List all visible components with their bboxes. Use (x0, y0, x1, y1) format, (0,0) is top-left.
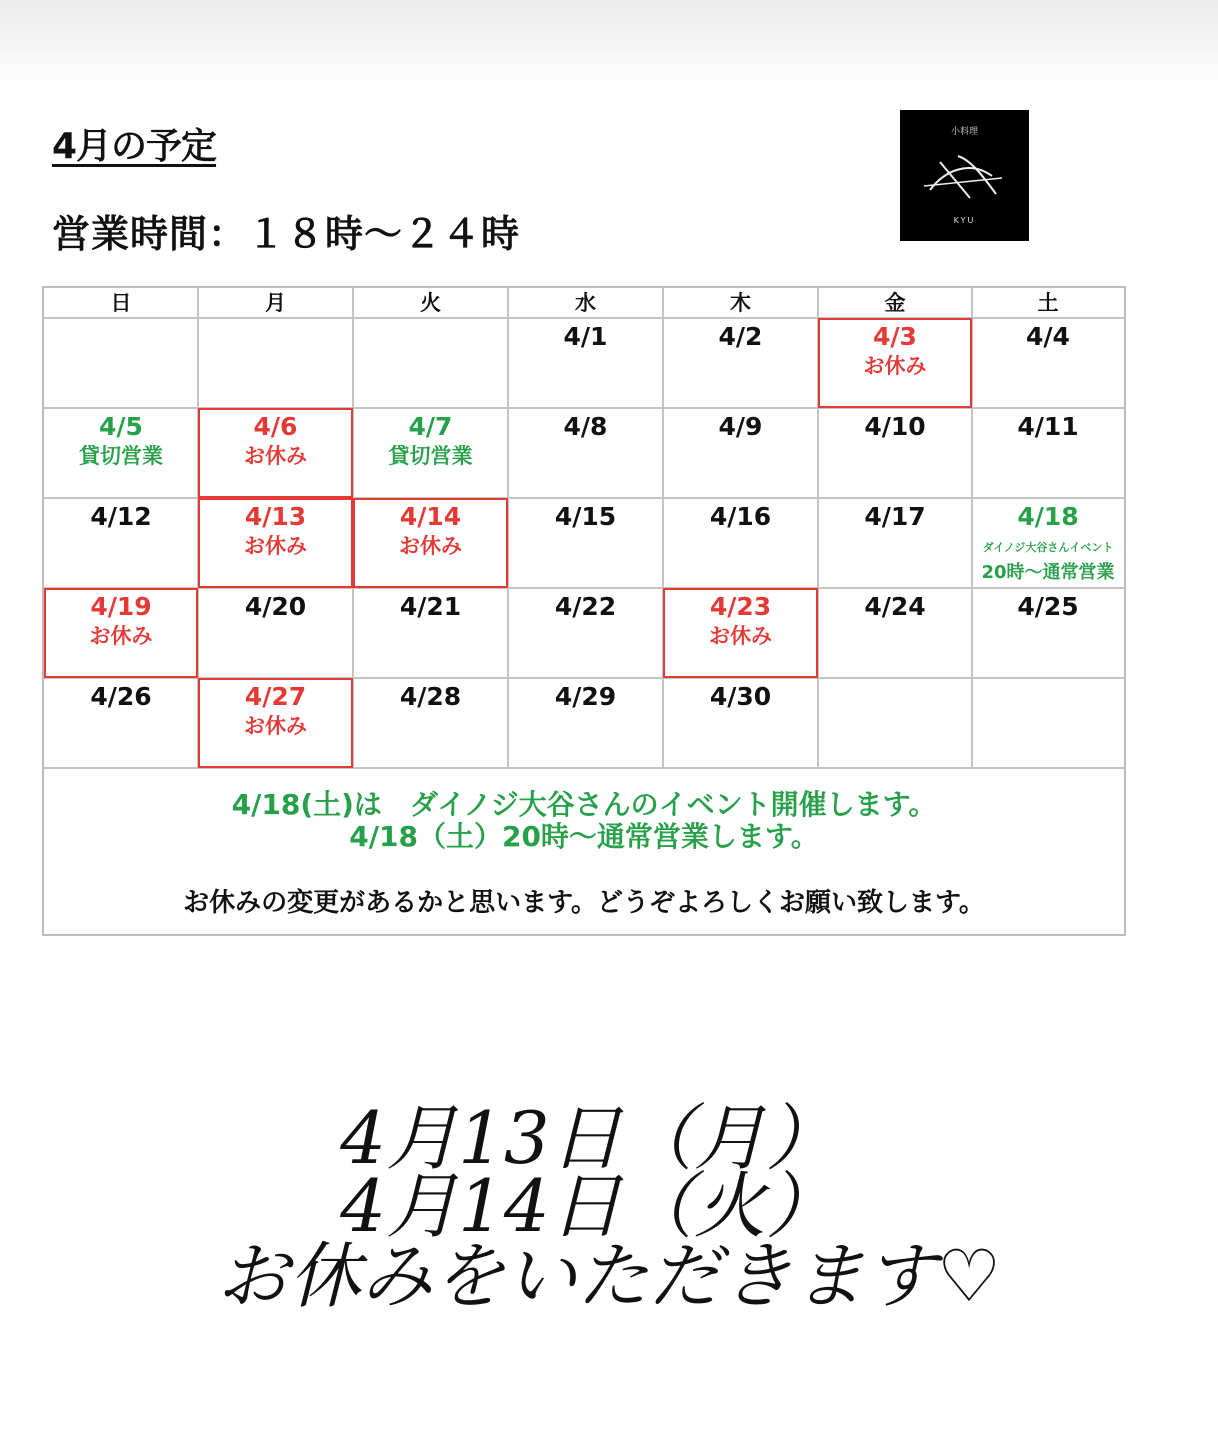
weekday-header: 土 (1037, 291, 1059, 315)
cell-date: 4/8 (563, 412, 608, 441)
cell-note: 貸切営業 (79, 444, 163, 468)
top-fade (0, 0, 1218, 90)
footer-note-notice: お休みの変更があるかと思います。どうぞよろしくお願い致します。 (183, 888, 985, 918)
calendar-cell (972, 498, 1124, 588)
cell-note: お休み (244, 444, 307, 468)
calendar-cell (198, 498, 353, 588)
weekday-header: 火 (420, 291, 441, 315)
weekday-header: 木 (730, 291, 751, 315)
cell-date: 4/13 (244, 502, 307, 531)
cell-date: 4/1 (563, 322, 608, 351)
calendar-cell (972, 678, 1124, 768)
cell-date: 4/11 (1017, 412, 1079, 441)
calendar-cell (508, 318, 663, 408)
calendar-cell (508, 678, 663, 768)
cell-date: 4/6 (253, 412, 298, 441)
cell-date: 4/18 (1017, 502, 1079, 531)
calendar-cell (353, 588, 508, 678)
calendar-cell (508, 588, 663, 678)
cell-date: 4/2 (718, 322, 763, 351)
message-line-2: 4月14日（火） (340, 1164, 838, 1248)
calendar-cell (44, 588, 198, 678)
calendar-cell (663, 498, 818, 588)
calendar-cell (818, 408, 972, 498)
cell-date: 4/19 (90, 592, 152, 621)
calendar-cell (972, 588, 1124, 678)
weekday-header: 金 (884, 291, 906, 315)
calendar-cell (198, 678, 353, 768)
calendar-cell (818, 318, 972, 408)
calendar-cell (508, 498, 663, 588)
calendar-cell (663, 318, 818, 408)
calendar-cell (44, 678, 198, 768)
cell-date: 4/10 (864, 412, 926, 441)
calendar-cell (198, 408, 353, 498)
calendar-cell (353, 498, 508, 588)
cell-date: 4/30 (709, 682, 772, 711)
weekday-header: 水 (575, 291, 596, 315)
cell-date: 4/28 (399, 682, 462, 711)
calendar-cell (44, 408, 198, 498)
cell-date: 4/29 (554, 682, 617, 711)
cell-date: 4/15 (554, 502, 617, 531)
calendar-cell (353, 678, 508, 768)
cell-date: 4/23 (709, 592, 772, 621)
cell-date: 4/7 (408, 412, 453, 441)
calendar-cell (44, 498, 198, 588)
cell-note: 貸切営業 (388, 444, 473, 468)
calendar-cell (972, 408, 1124, 498)
cell-note: お休み (863, 354, 927, 378)
cell-date: 4/3 (873, 322, 917, 351)
message-line-1: 4月13日（月） (340, 1096, 838, 1180)
calendar-cell (353, 408, 508, 498)
cell-date: 4/4 (1026, 322, 1070, 351)
footer-note-hours: 4/18（土）20時～通常営業します。 (349, 820, 819, 853)
cell-date: 4/9 (718, 412, 763, 441)
logo-top-text: 小料理 (950, 127, 979, 137)
cell-note: お休み (399, 534, 462, 558)
cell-note: ダイノジ大谷さんイベント (982, 541, 1114, 554)
weekday-header: 月 (265, 291, 286, 315)
calendar-cell (353, 318, 508, 408)
business-hours: 営業時間：１８時～２４時 (52, 212, 521, 256)
calendar-cell (44, 318, 198, 408)
cell-note: お休み (89, 624, 153, 648)
calendar-cell (663, 588, 818, 678)
page-title: 4月の予定 (52, 126, 217, 167)
cell-note: お休み (244, 534, 307, 558)
message-line-3: お休みをいただきます♡ (216, 1234, 1002, 1318)
logo (900, 110, 1029, 241)
cell-date: 4/17 (864, 502, 926, 531)
calendar-cell (508, 408, 663, 498)
cell-date: 4/25 (1017, 592, 1079, 621)
calendar-cell (663, 408, 818, 498)
calendar-cell (972, 318, 1124, 408)
cell-date: 4/14 (399, 502, 462, 531)
cell-date: 4/12 (90, 502, 152, 531)
weekday-header: 日 (110, 291, 132, 315)
calendar-cell (663, 678, 818, 768)
logo-bottom-text: KYU (953, 216, 976, 225)
cell-date: 4/21 (399, 592, 462, 621)
cell-date: 4/20 (244, 592, 307, 621)
cell-note-2: 20時～通常営業 (981, 562, 1115, 583)
cell-note: お休み (709, 624, 772, 648)
calendar-cell (198, 588, 353, 678)
calendar-cell (818, 588, 972, 678)
cell-note: お休み (244, 714, 307, 738)
cell-date: 4/27 (244, 682, 307, 711)
calendar (42, 286, 1126, 936)
calendar-cell (818, 498, 972, 588)
cell-date: 4/26 (90, 682, 152, 711)
logo-mark-icon (900, 110, 1029, 241)
cell-date: 4/16 (709, 502, 772, 531)
cell-date: 4/24 (864, 592, 926, 621)
cell-date: 4/5 (99, 412, 143, 441)
cell-date: 4/22 (554, 592, 617, 621)
footer-note-event: 4/18(土)は ダイノジ大谷さんのイベント開催します。 (231, 788, 937, 821)
calendar-cell (818, 678, 972, 768)
calendar-cell (198, 318, 353, 408)
